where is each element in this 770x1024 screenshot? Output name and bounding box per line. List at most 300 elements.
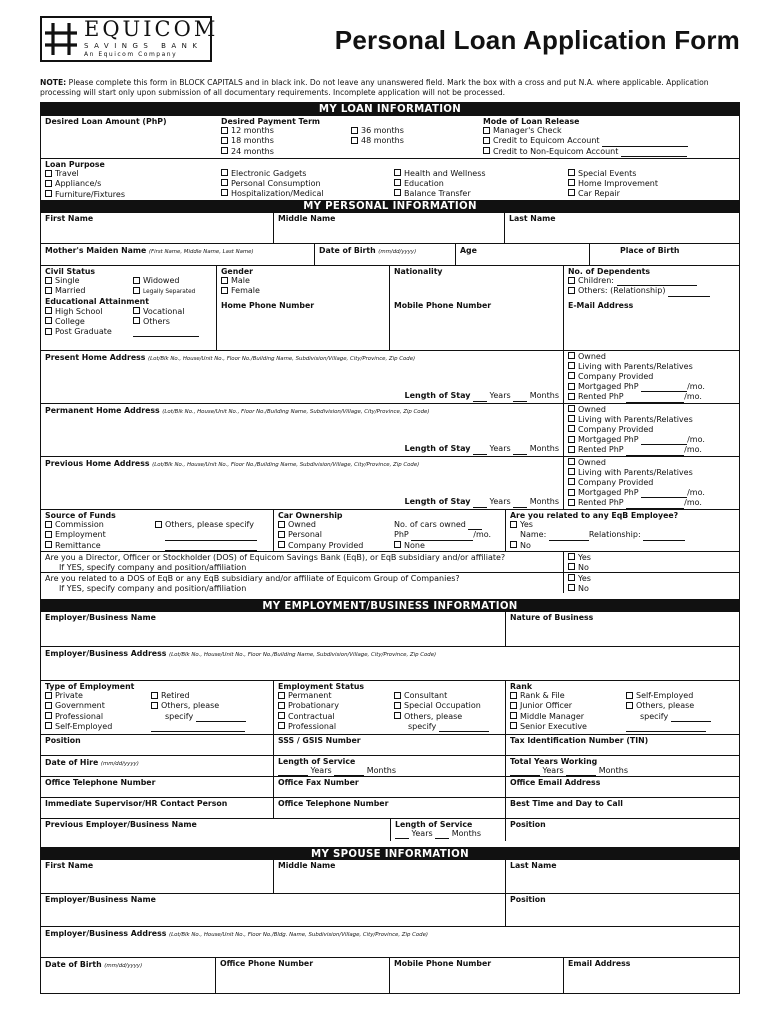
rank-group: Rank Rank & File Junior Officer Middle Manager Senior Executive Self-Employed Others, please specify xyxy=(506,681,739,734)
checkbox[interactable] xyxy=(151,702,158,709)
checkbox[interactable] xyxy=(221,179,228,186)
employer-address-field[interactable] xyxy=(41,647,739,680)
checkbox[interactable] xyxy=(568,436,575,443)
previous-length-of-service-field[interactable]: Length of Service Years Months xyxy=(391,819,506,841)
loan-amount-field[interactable] xyxy=(41,116,217,158)
car-company-option[interactable]: Company Provided xyxy=(278,541,394,551)
dos-q1-no-option[interactable]: No xyxy=(568,563,735,572)
checkbox[interactable] xyxy=(483,147,490,154)
funds-employment-option[interactable]: Employment xyxy=(45,530,155,540)
previous-length-of-stay[interactable]: Length of Stay Years Months xyxy=(404,497,559,507)
dos-question-1-specify[interactable]: If YES, specify company and position/affiliation xyxy=(45,563,559,572)
owned-option[interactable]: Owned xyxy=(568,405,735,415)
checkbox[interactable] xyxy=(568,405,575,412)
checkbox[interactable] xyxy=(278,541,285,548)
previous-ownership-group xyxy=(564,457,739,509)
release-equicom-account-option[interactable]: Credit to Equicom Account xyxy=(483,136,735,146)
checkbox[interactable] xyxy=(510,541,517,548)
checkbox[interactable] xyxy=(568,489,575,496)
civil-widowed-option[interactable]: Widowed xyxy=(133,276,195,286)
last-name-label: Last Name xyxy=(509,213,556,223)
last-name-field[interactable] xyxy=(505,213,739,243)
status-probationary-option[interactable]: Probationary xyxy=(278,701,394,711)
checkbox[interactable] xyxy=(568,352,575,359)
length-of-service-field[interactable]: Length of Service Years Months xyxy=(274,756,506,776)
dependents-group xyxy=(564,266,739,300)
payment-term-label: Desired Payment Term xyxy=(221,116,321,126)
nationality-mobile-group xyxy=(390,266,564,350)
maiden-name-label: Mother's Maiden Name xyxy=(45,245,147,255)
checkbox[interactable] xyxy=(278,712,285,719)
logo-subtitle: SAVINGS BANK xyxy=(84,42,203,51)
office-fax-field[interactable] xyxy=(274,777,506,797)
checkbox[interactable] xyxy=(45,692,52,699)
checkbox[interactable] xyxy=(568,393,575,400)
total-years-working-field[interactable]: Total Years Working Years Months xyxy=(506,756,739,776)
loan-amount-label: Desired Loan Amount (PhP) xyxy=(45,116,167,126)
rank-middle-option[interactable]: Middle Manager xyxy=(510,712,626,722)
checkbox[interactable] xyxy=(278,702,285,709)
rank-label: Rank xyxy=(510,681,533,691)
checkbox[interactable] xyxy=(221,169,228,176)
rank-senior-option[interactable]: Senior Executive xyxy=(510,722,626,732)
status-permanent-option[interactable]: Permanent xyxy=(278,691,394,701)
checkbox[interactable] xyxy=(278,521,285,528)
release-managers-check-option[interactable]: Manager's Check xyxy=(483,126,735,136)
spouse-employer-address-hint: (Lot/Blk No., House/Unit No., Floor No./Bldg. Name, Subdivision/Village, City/Province, Zip Code) xyxy=(169,931,429,938)
employment-type-group: Type of Employment Private Government Professional Self-Employed Retired Others, please specify xyxy=(41,681,274,734)
address-hint: (Lot/Blk No., House/Unit No., Floor No./Building Name, Subdivision/Village, City/Province, Zip Code) xyxy=(162,408,430,415)
previous-address-row xyxy=(41,456,739,509)
middle-name-field[interactable] xyxy=(274,213,505,243)
email-label: E-Mail Address xyxy=(568,300,634,310)
rented-option[interactable]: Rented PhP /mo. xyxy=(568,445,735,455)
checkbox[interactable] xyxy=(568,458,575,465)
living-parents-option[interactable]: Living with Parents/Relatives xyxy=(568,468,735,478)
form-note xyxy=(40,78,740,99)
checkbox[interactable] xyxy=(626,692,633,699)
checkbox[interactable] xyxy=(394,179,401,186)
rented-option[interactable]: Rented PhP /mo. xyxy=(568,498,735,508)
car-php-field[interactable]: PhP /mo. xyxy=(394,530,492,540)
purpose-home-improvement-option[interactable]: Home Improvement xyxy=(568,179,735,189)
mortgaged-option[interactable]: Mortgaged PhP /mo. xyxy=(568,488,735,498)
spouse-dob-hint: (mm/dd/yyyy) xyxy=(104,962,143,969)
dependents-others-option[interactable]: Others: (Relationship) xyxy=(568,286,735,296)
office-telephone-field[interactable] xyxy=(41,777,274,797)
checkbox[interactable] xyxy=(45,317,52,324)
form-body xyxy=(40,102,740,994)
cars-owned-field[interactable]: No. of cars owned xyxy=(394,520,491,530)
supervisor-field[interactable] xyxy=(41,798,274,818)
previous-address-field[interactable] xyxy=(41,457,564,509)
car-personal-option[interactable]: Personal xyxy=(278,530,394,540)
term-18-option[interactable]: 18 months xyxy=(221,136,351,146)
spouse-dob-field[interactable] xyxy=(41,958,216,993)
present-address-row xyxy=(41,350,739,403)
rank-others-option[interactable]: Others, please xyxy=(626,701,711,711)
age-field[interactable] xyxy=(456,244,590,265)
nationality-field[interactable] xyxy=(390,266,563,300)
loan-purpose-col3 xyxy=(390,159,564,200)
checkbox[interactable] xyxy=(568,499,575,506)
checkbox[interactable] xyxy=(394,702,401,709)
employer-address-hint: (Lot/Blk No., House/Unit No., Floor No./Building Name, Subdivision/Village, City/Province, Zip Code) xyxy=(169,651,437,658)
rank-junior-option[interactable]: Junior Officer xyxy=(510,701,626,711)
checkbox[interactable] xyxy=(568,287,575,294)
checkbox[interactable] xyxy=(221,189,228,196)
edu-college-option[interactable]: College xyxy=(45,317,133,327)
purpose-car-repair-option[interactable]: Car Repair xyxy=(568,189,735,199)
place-of-birth-field[interactable] xyxy=(590,244,739,265)
logo-tagline: An Equicom Company xyxy=(84,51,178,59)
nature-of-business-label: Nature of Business xyxy=(510,612,594,622)
status-professional-option[interactable]: Professional xyxy=(278,722,394,732)
note-text: Please complete this form in BLOCK CAPITALS and in black ink. Do not leave any unanswered field. Mark the box with a cross and put N.A. where applicable. Application processing will start only upon submission of all documentary requirements. Incomplete application will not be processed. xyxy=(40,78,709,98)
employer-address-label: Employer/Business Address xyxy=(45,648,167,658)
edu-others-option[interactable]: Others xyxy=(133,317,199,327)
employment-status-label: Employment Status xyxy=(278,681,365,691)
section-spouse-information: MY SPOUSE INFORMATION xyxy=(41,847,739,860)
status-consultant-option[interactable]: Consultant xyxy=(394,691,489,701)
dos-question-1 xyxy=(41,552,564,572)
edu-high-school-option[interactable]: High School xyxy=(45,307,133,317)
living-parents-option[interactable]: Living with Parents/Relatives xyxy=(568,415,735,425)
note-label: NOTE: xyxy=(40,78,67,87)
checkbox[interactable] xyxy=(45,722,52,729)
checkbox[interactable] xyxy=(155,521,162,528)
release-mode-group xyxy=(479,116,739,158)
checkbox[interactable] xyxy=(568,446,575,453)
related-employee-label: Are you related to any EqB Employee? xyxy=(510,510,679,520)
spouse-employer-name-label: Employer/Business Name xyxy=(45,894,156,904)
checkbox[interactable] xyxy=(151,692,158,699)
checkbox[interactable] xyxy=(221,137,228,144)
loan-purpose-col2 xyxy=(217,159,390,200)
mortgaged-option[interactable]: Mortgaged PhP /mo. xyxy=(568,382,735,392)
best-time-field[interactable] xyxy=(506,798,739,818)
date-of-hire-label: Date of Hire xyxy=(45,757,99,767)
dependents-email-group xyxy=(564,266,739,350)
status-contractual-option[interactable]: Contractual xyxy=(278,712,394,722)
checkbox[interactable] xyxy=(568,415,575,422)
checkbox[interactable] xyxy=(351,127,358,134)
checkbox[interactable] xyxy=(221,287,228,294)
spouse-office-phone-label: Office Phone Number xyxy=(220,958,314,968)
length-of-service-label: Length of Service xyxy=(278,756,356,766)
checkbox[interactable] xyxy=(394,189,401,196)
release-mode-label: Mode of Loan Release xyxy=(483,116,580,126)
checkbox[interactable] xyxy=(394,712,401,719)
spouse-employer-address-field[interactable] xyxy=(41,927,739,957)
owned-option[interactable]: Owned xyxy=(568,458,735,468)
checkbox[interactable] xyxy=(568,478,575,485)
rank-self-employed-option[interactable]: Self-Employed xyxy=(626,691,711,701)
checkbox[interactable] xyxy=(45,328,52,335)
section-loan-information: MY LOAN INFORMATION xyxy=(41,103,739,116)
type-others-option[interactable]: Others, please xyxy=(151,701,246,711)
supervisor-label: Immediate Supervisor/HR Contact Person xyxy=(45,798,228,808)
checkbox[interactable] xyxy=(45,180,52,187)
type-retired-option[interactable]: Retired xyxy=(151,691,246,701)
position-label: Position xyxy=(45,735,81,745)
checkbox[interactable] xyxy=(394,692,401,699)
purpose-education-option[interactable]: Education xyxy=(394,179,560,189)
checkbox[interactable] xyxy=(568,425,575,432)
related-employee-group xyxy=(506,510,739,551)
funds-remittance-option[interactable]: Remittance xyxy=(45,541,155,551)
checkbox[interactable] xyxy=(221,147,228,154)
mobile-phone-field[interactable] xyxy=(390,300,563,350)
checkbox[interactable] xyxy=(510,692,517,699)
gender-group xyxy=(217,266,389,300)
dependents-label: No. of Dependents xyxy=(568,266,650,276)
purpose-health-option[interactable]: Health and Wellness xyxy=(394,169,560,179)
payment-term-group xyxy=(217,116,479,158)
loan-purpose-label: Loan Purpose xyxy=(45,159,105,169)
company-provided-option[interactable]: Company Provided xyxy=(568,478,735,488)
checkbox[interactable] xyxy=(394,169,401,176)
dos-question-1-text: Are you a Director, Officer or Stockholder (DOS) of Equicom Savings Bank (EqB), or EqB subsidiary and/or affiliate? xyxy=(45,552,506,562)
type-self-employed-option[interactable]: Self-Employed xyxy=(45,722,151,732)
purpose-special-events-option[interactable]: Special Events xyxy=(568,169,735,179)
owned-option[interactable]: Owned xyxy=(568,352,735,362)
home-phone-label: Home Phone Number xyxy=(221,300,315,310)
company-provided-option[interactable]: Company Provided xyxy=(568,372,735,382)
term-36-option[interactable]: 36 months xyxy=(351,126,404,136)
checkbox[interactable] xyxy=(568,169,575,176)
checkbox[interactable] xyxy=(45,287,52,294)
checkbox[interactable] xyxy=(483,127,490,134)
present-address-label: Present Home Address xyxy=(45,352,146,362)
present-ownership-group xyxy=(564,351,739,403)
address-hint: (Lot/Blk No., House/Unit No., Floor No./Building Name, Subdivision/Village, City/Province, Zip Code) xyxy=(152,461,420,468)
gender-female-option[interactable]: Female xyxy=(221,286,385,296)
gender-male-option[interactable]: Male xyxy=(221,276,385,286)
dependents-children-option[interactable]: Children: xyxy=(568,276,735,286)
permanent-address-field[interactable] xyxy=(41,404,564,456)
edu-vocational-option[interactable]: Vocational xyxy=(133,307,199,317)
checkbox[interactable] xyxy=(510,702,517,709)
checkbox[interactable] xyxy=(568,372,575,379)
dos-question-1-answers xyxy=(564,552,739,572)
previous-position-field[interactable] xyxy=(506,819,739,841)
spouse-mobile-phone-field[interactable] xyxy=(390,958,564,993)
spouse-position-field[interactable] xyxy=(506,894,739,926)
rank-file-option[interactable]: Rank & File xyxy=(510,691,626,701)
civil-separated-option[interactable]: Legally Separated xyxy=(133,286,195,296)
previous-employer-field[interactable] xyxy=(41,819,391,841)
type-professional-option[interactable]: Professional xyxy=(45,712,151,722)
spouse-middle-name-field[interactable] xyxy=(274,860,506,893)
term-48-option[interactable]: 48 months xyxy=(351,136,404,146)
place-of-birth-label: Place of Birth xyxy=(620,245,680,255)
checkbox[interactable] xyxy=(483,137,490,144)
section-personal-information: MY PERSONAL INFORMATION xyxy=(41,200,739,213)
checkbox[interactable] xyxy=(45,170,52,177)
equicom-logo xyxy=(40,16,219,62)
source-of-funds-group xyxy=(41,510,274,551)
mobile-phone-label: Mobile Phone Number xyxy=(394,300,492,310)
home-phone-field[interactable] xyxy=(217,300,389,350)
previous-position-label: Position xyxy=(510,819,546,829)
release-non-equicom-account-option[interactable]: Credit to Non-Equicom Account xyxy=(483,147,735,157)
checkbox[interactable] xyxy=(568,383,575,390)
type-private-option[interactable]: Private xyxy=(45,691,151,701)
purpose-medical-option[interactable]: Hospitalization/Medical xyxy=(221,189,386,199)
form-header xyxy=(40,12,740,68)
checkbox[interactable] xyxy=(45,277,52,284)
nature-of-business-field[interactable] xyxy=(506,612,739,646)
mortgaged-option[interactable]: Mortgaged PhP /mo. xyxy=(568,435,735,445)
sss-gsis-label: SSS / GSIS Number xyxy=(278,735,361,745)
checkbox[interactable] xyxy=(45,541,52,548)
purpose-appliances-option[interactable]: Appliance/s xyxy=(45,179,213,189)
permanent-address-row xyxy=(41,403,739,456)
car-owned-option[interactable]: Owned xyxy=(278,520,394,530)
spouse-employer-address-label: Employer/Business Address xyxy=(45,928,167,938)
employment-status-group: Employment Status Permanent Probationary Contractual Professional Consultant Special Occupation Others, please specify xyxy=(274,681,506,734)
permanent-length-of-stay[interactable]: Length of Stay Years Months xyxy=(404,444,559,454)
purpose-balance-transfer-option[interactable]: Balance Transfer xyxy=(394,189,560,199)
tin-label: Tax Identification Number (TIN) xyxy=(510,735,649,745)
checkbox[interactable] xyxy=(510,722,517,729)
maiden-name-hint: (First Name, Middle Name, Last Name) xyxy=(148,248,254,255)
sss-gsis-field[interactable] xyxy=(274,735,506,755)
term-24-option[interactable]: 24 months xyxy=(221,147,351,157)
spouse-position-label: Position xyxy=(510,894,546,904)
status-others-option[interactable]: Others, please xyxy=(394,712,489,722)
dos-question-2-text: Are you related to a DOS of EqB or any EqB subsidiary and/or affiliate of Equicom Group of Companies? xyxy=(45,573,460,583)
checkbox[interactable] xyxy=(221,127,228,134)
spouse-email-field[interactable] xyxy=(564,958,739,993)
dos-question-2-answers xyxy=(564,573,739,593)
employer-name-field[interactable] xyxy=(41,612,506,646)
date-of-birth-field[interactable] xyxy=(315,244,456,265)
spouse-employer-name-field[interactable] xyxy=(41,894,506,926)
checkbox[interactable] xyxy=(351,137,358,144)
checkbox[interactable] xyxy=(568,277,575,284)
purpose-travel-option[interactable]: Travel xyxy=(45,169,213,179)
supervisor-telephone-label: Office Telephone Number xyxy=(278,798,389,808)
maiden-name-field[interactable] xyxy=(41,244,315,265)
tin-field[interactable] xyxy=(506,735,739,755)
company-provided-option[interactable]: Company Provided xyxy=(568,425,735,435)
checkbox[interactable] xyxy=(394,541,401,548)
car-ownership-group xyxy=(274,510,506,551)
term-12-option[interactable]: 12 months xyxy=(221,126,351,136)
checkbox[interactable] xyxy=(133,277,140,284)
loan-purpose-col1 xyxy=(41,159,217,200)
civil-single-option[interactable]: Single xyxy=(45,276,133,286)
checkbox[interactable] xyxy=(568,362,575,369)
checkbox[interactable] xyxy=(45,702,52,709)
email-field[interactable] xyxy=(564,300,739,350)
related-name-field[interactable]: Name: Relationship: xyxy=(510,530,735,540)
checkbox[interactable] xyxy=(133,317,140,324)
spouse-last-name-field[interactable] xyxy=(506,860,739,893)
civil-married-option[interactable]: Married xyxy=(45,286,133,296)
checkbox[interactable] xyxy=(510,712,517,719)
purpose-consumption-option[interactable]: Personal Consumption xyxy=(221,179,386,189)
checkbox[interactable] xyxy=(45,531,52,538)
checkbox[interactable] xyxy=(568,189,575,196)
dob-label: Date of Birth xyxy=(319,245,376,255)
dos-question-2-specify[interactable]: If YES, specify company and position/affiliation xyxy=(45,584,559,593)
employer-name-label: Employer/Business Name xyxy=(45,612,156,622)
checkbox[interactable] xyxy=(626,702,633,709)
loan-purpose-col4 xyxy=(564,159,739,200)
form-title: Personal Loan Application Form xyxy=(334,25,740,55)
present-length-of-stay[interactable]: Length of Stay Years Months xyxy=(404,391,559,401)
funds-others-option[interactable]: Others, please specify xyxy=(155,520,257,530)
dos-question-2 xyxy=(41,573,564,593)
checkbox[interactable] xyxy=(133,287,140,294)
date-of-hire-hint: (mm/dd/yyyy) xyxy=(100,760,139,767)
office-email-field[interactable] xyxy=(506,777,739,797)
supervisor-telephone-field[interactable] xyxy=(274,798,506,818)
position-field[interactable] xyxy=(41,735,274,755)
checkbox[interactable] xyxy=(278,722,285,729)
date-of-hire-field[interactable] xyxy=(41,756,274,776)
funds-commission-option[interactable]: Commission xyxy=(45,520,155,530)
related-no-option[interactable]: No xyxy=(510,541,735,551)
purpose-gadgets-option[interactable]: Electronic Gadgets xyxy=(221,169,386,179)
checkbox[interactable] xyxy=(45,307,52,314)
gender-label: Gender xyxy=(221,266,253,276)
checkbox[interactable] xyxy=(568,553,575,560)
related-yes-option[interactable]: Yes xyxy=(510,520,735,530)
checkbox[interactable] xyxy=(568,179,575,186)
checkbox[interactable] xyxy=(221,277,228,284)
checkbox[interactable] xyxy=(568,574,575,581)
office-email-label: Office Email Address xyxy=(510,777,601,787)
checkbox[interactable] xyxy=(568,584,575,591)
checkbox[interactable] xyxy=(568,468,575,475)
dob-hint: (mm/dd/yyyy) xyxy=(378,248,417,255)
car-none-option[interactable]: None xyxy=(394,541,491,551)
status-special-option[interactable]: Special Occupation xyxy=(394,701,489,711)
purpose-furniture-option[interactable]: Furniture/Fixtures xyxy=(45,190,213,200)
checkbox[interactable] xyxy=(45,712,52,719)
type-government-option[interactable]: Government xyxy=(45,701,151,711)
education-label: Educational Attainment xyxy=(45,296,149,306)
checkbox[interactable] xyxy=(278,692,285,699)
checkbox[interactable] xyxy=(45,521,52,528)
dos-q2-yes-option[interactable]: Yes xyxy=(568,574,735,584)
section-employment-information: MY EMPLOYMENT/BUSINESS INFORMATION xyxy=(41,599,739,612)
checkbox[interactable] xyxy=(510,521,517,528)
gender-phone-group xyxy=(216,266,390,350)
living-parents-option[interactable]: Living with Parents/Relatives xyxy=(568,362,735,372)
best-time-label: Best Time and Day to Call xyxy=(510,798,623,808)
dos-q2-no-option[interactable]: No xyxy=(568,584,735,593)
spouse-first-name-field[interactable] xyxy=(41,860,274,893)
present-address-field[interactable] xyxy=(41,351,564,403)
checkbox[interactable] xyxy=(278,531,285,538)
first-name-field[interactable] xyxy=(41,213,274,243)
spouse-office-phone-field[interactable] xyxy=(216,958,390,993)
checkbox[interactable] xyxy=(45,190,52,197)
checkbox[interactable] xyxy=(133,307,140,314)
checkbox[interactable] xyxy=(568,563,575,570)
edu-post-graduate-option[interactable]: Post Graduate xyxy=(45,327,133,337)
address-hint: (Lot/Blk No., House/Unit No., Floor No./Building Name, Subdivision/Village, City/Province, Zip Code) xyxy=(148,355,416,362)
rented-option[interactable]: Rented PhP /mo. xyxy=(568,392,735,402)
equicom-logo-mark-icon xyxy=(42,18,80,60)
dos-q1-yes-option[interactable]: Yes xyxy=(568,553,735,563)
total-years-working-label: Total Years Working xyxy=(510,756,598,766)
